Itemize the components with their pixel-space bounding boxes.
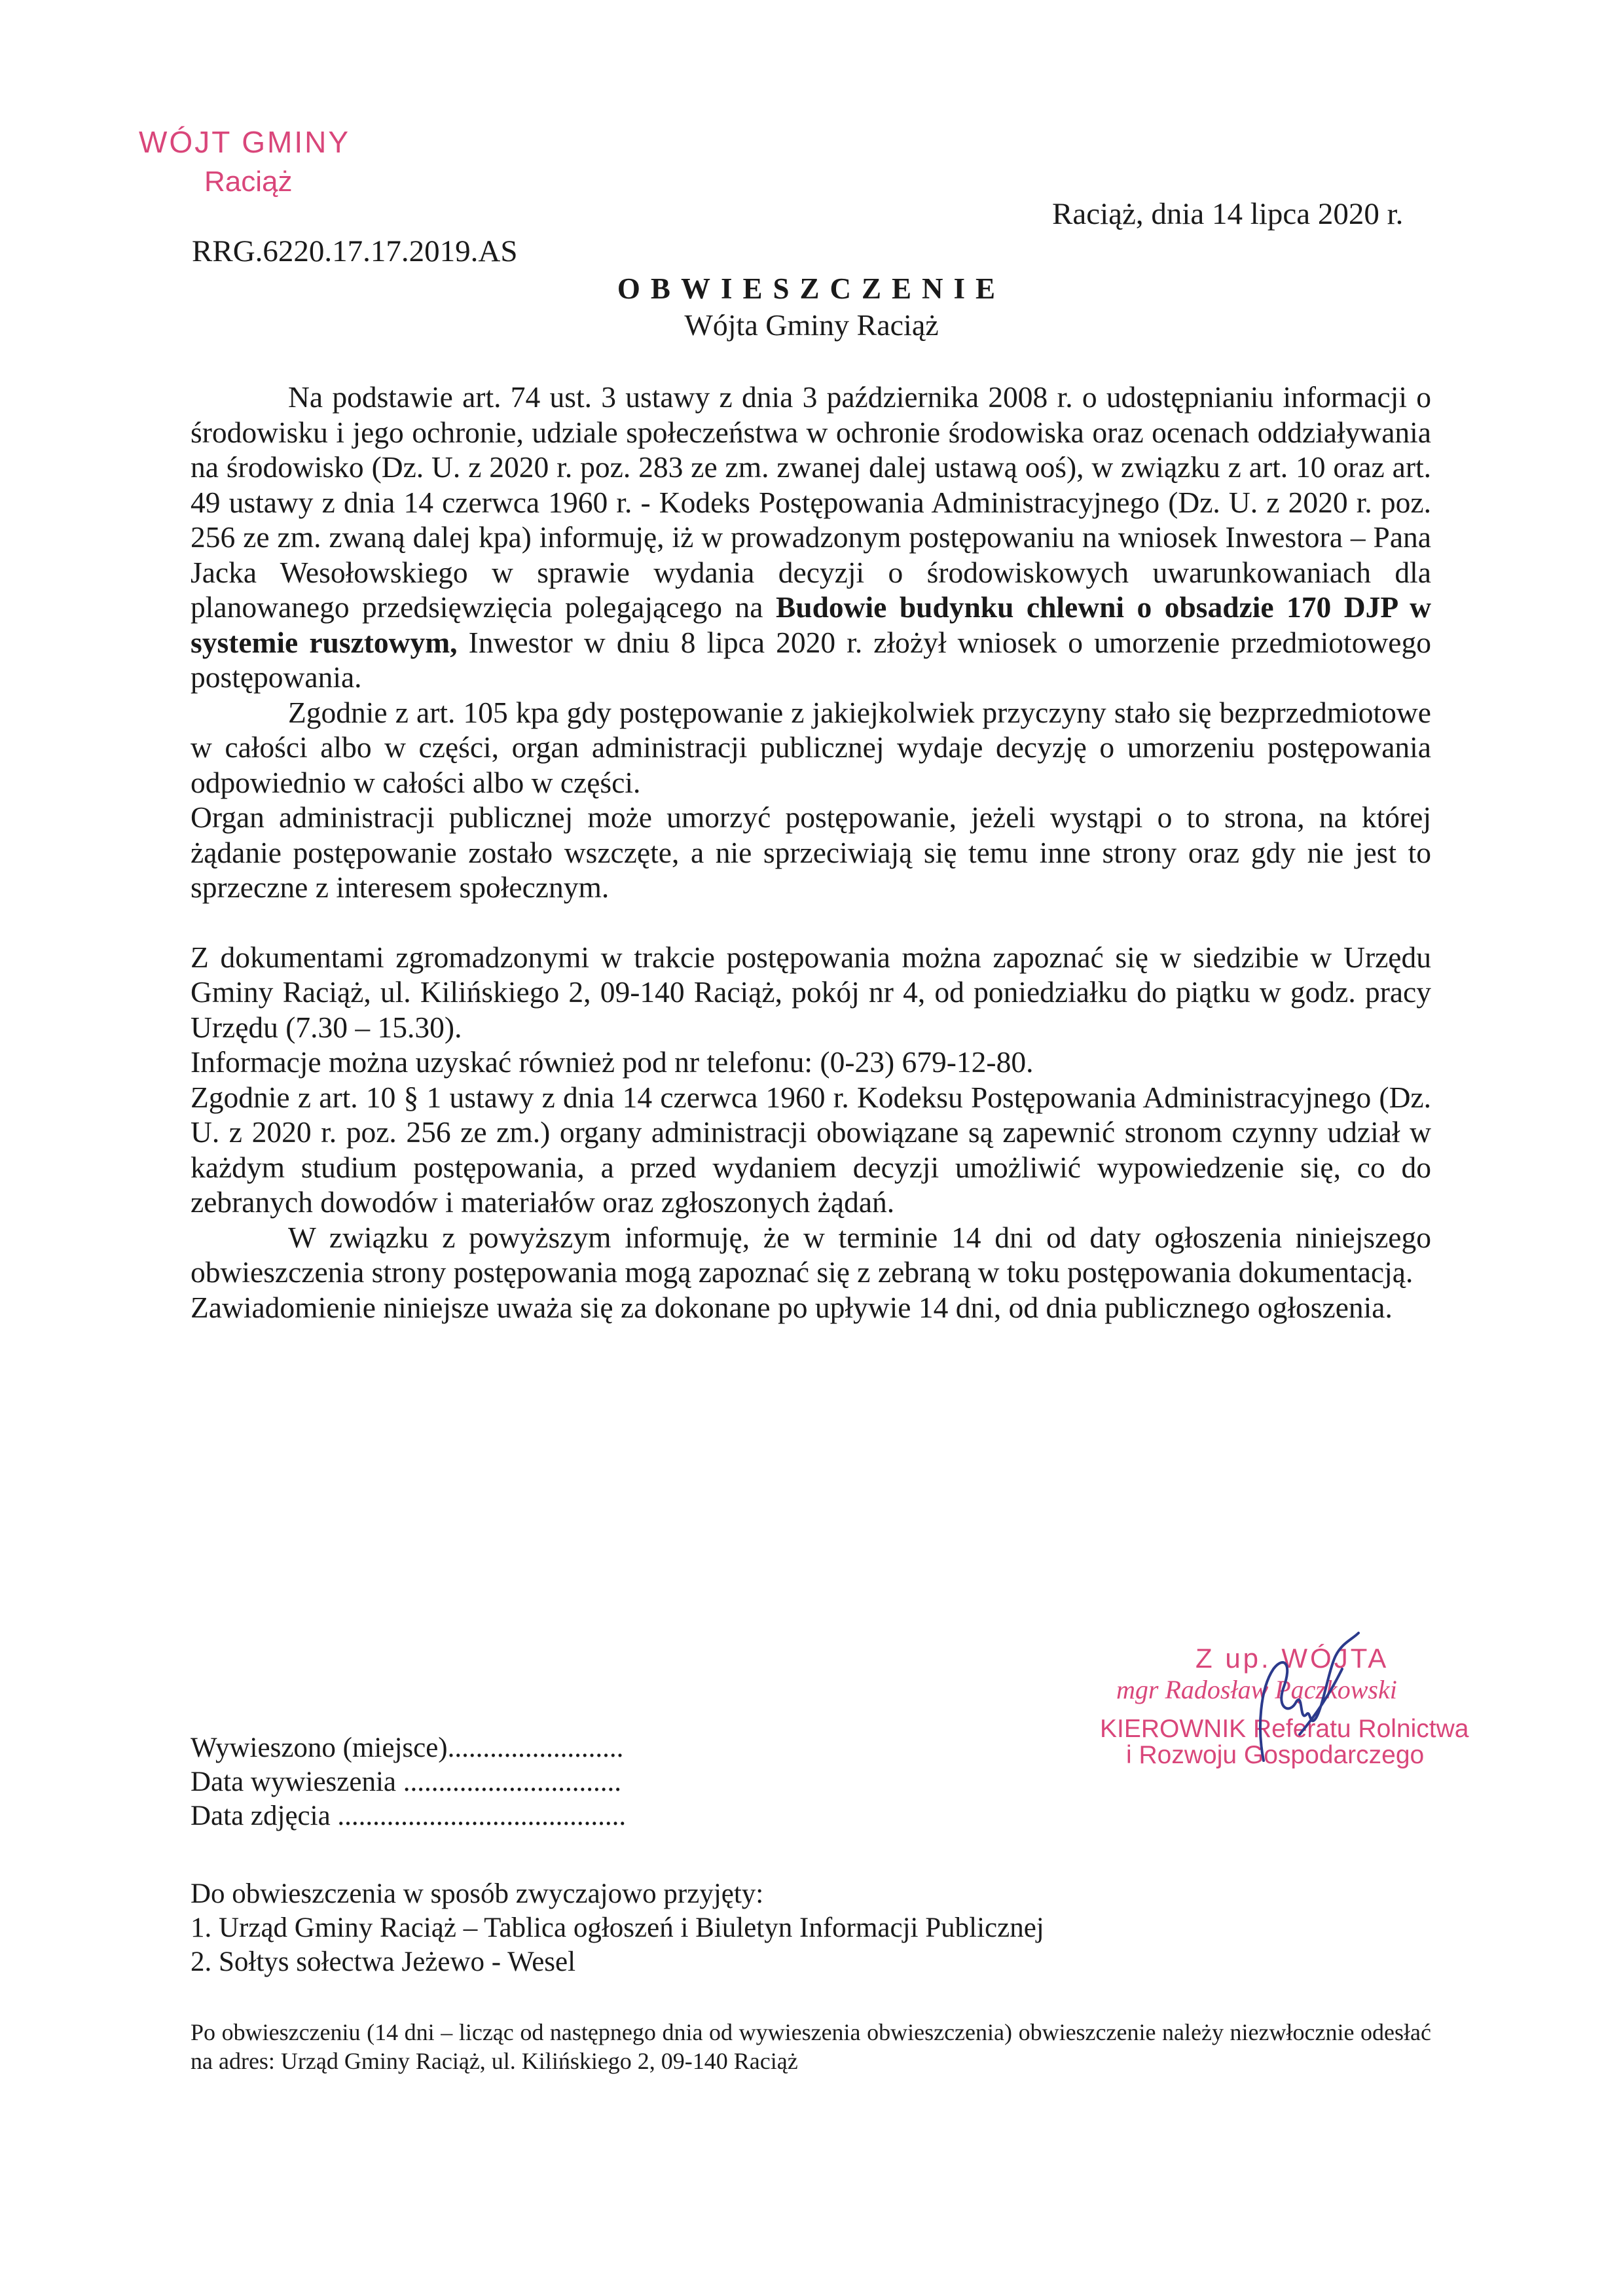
paragraph-14-days: W związku z powyższym informuję, że w terminie 14 dni od daty ogłoszenia niniejszego obwieszczenia strony postępowania mogą zapoznać się z zebraną w toku postępowania dokumentacją. — [191, 1220, 1431, 1289]
spacer — [191, 905, 1431, 940]
stamp-department: i Rozwoju Gospodarczego — [1126, 1741, 1425, 1769]
document-subtitle: Wójta Gminy Raciąż — [684, 308, 939, 342]
office-stamp-title: WÓJT GMINY — [139, 125, 351, 159]
office-stamp-town: Raciąż — [204, 166, 293, 198]
distribution-item: 1. Urząd Gminy Raciąż – Tablica ogłoszeń i Biuletyn Informacji Publicznej — [191, 1912, 1044, 1943]
paragraph-text: Inwestor w dniu 8 lipca 2020 r. złożył wniosek o umorzenie przedmiotowego postępowania. — [191, 625, 1431, 694]
distribution-item: 2. Sołtys sołectwa Jeżewo - Wesel — [191, 1946, 576, 1977]
signature-stamp — [1100, 1636, 1493, 1780]
project-name-bold: Budowie budynku chlewni o obsadzie 170 DJP w systemie rusztowym, — [191, 590, 1431, 659]
document-title: OBWIESZCZENIE — [617, 272, 1006, 305]
return-instructions: Po obwieszczeniu (14 dni – licząc od następnego dnia od wywieszenia obwieszczenia) obwieszczenie należy niezwłocznie odesłać na adres: Urząd Gminy Raciąż, ul. Kilińskiego 2, 09-140 Raciąż — [191, 2019, 1431, 2074]
document-body — [191, 380, 1431, 1325]
stamp-position: KIEROWNIK Referatu Rolnictwa — [1100, 1715, 1469, 1743]
handwritten-signature-icon — [1237, 1630, 1368, 1780]
paragraph-text: Na podstawie art. 74 ust. 3 ustawy z dnia 3 października 2008 r. o udostępnianiu informacji o środowisku i jego ochronie, udziale społeczeństwa w ochronie środowiska oraz ocenach oddziaływania na środowisko (Dz. U. z 2020 r. poz. 283 ze zm. zwanej dalej ustawą ooś), w związku z art. 10 oraz art. 49 ustawy z dnia 14 czerwca 1960 r. - Kodeks Postępowania Administracyjnego (Dz. U. z 2020 r. poz. 256 ze zm. zwaną dalej kpa) informuję, iż w prowadzonym postępowaniu na wniosek Inwestora – Pana Jacka Wesołowskiego w sprawie wydania decyzji o środowiskowych uwarunkowaniach dla planowanego przedsięwzięcia polegającego na — [191, 380, 1431, 624]
posted-date-field: Data wywieszenia ............................... — [191, 1767, 621, 1797]
reference-number: RRG.6220.17.17.2019.AS — [192, 234, 518, 268]
distribution-list — [191, 1877, 1044, 1979]
posting-record — [191, 1731, 626, 1833]
paragraph-discontinuation: Organ administracji publicznej może umorzyć postępowanie, jeżeli wystąpi o to strona, na której żądanie postępowanie zostało wszczęte, a nie sprzeciwiają się temu inne strony oraz gdy nie jest to sprzeczne z interesem społecznym. — [191, 800, 1431, 904]
paragraph-art-105: Zgodnie z art. 105 kpa gdy postępowanie z jakiejkolwiek przyczyny stało się bezprzedmiotowe w całości albo w części, organ administracji publicznej wydaje decyzję o umorzeniu postępowania odpowiednio w całości albo w części. — [191, 695, 1431, 799]
paragraph-legal-basis — [191, 380, 1431, 695]
paragraph-art-10: Zgodnie z art. 10 § 1 ustawy z dnia 14 czerwca 1960 r. Kodeksu Postępowania Administracyjnego (Dz. U. z 2020 r. poz. 256 ze zm.) organy administracji obowiązane są zapewnić stronom czynny udział w każdym studium postępowania, a przed wydaniem decyzji umożliwić wypowiedzenie się, co do zebranych dowodów i materiałów oraz zgłoszonych żądań. — [191, 1080, 1431, 1219]
paragraph-notification: Zawiadomienie niniejsze uważa się za dokonane po upływie 14 dni, od dnia publicznego ogłoszenia. — [191, 1290, 1393, 1324]
posted-place-field: Wywieszono (miejsce)......................... — [191, 1732, 624, 1763]
paragraph-documents-access: Z dokumentami zgromadzonymi w trakcie postępowania można zapoznać się w siedzibie w Urzędu Gminy Raciąż, ul. Kilińskiego 2, 09-140 Raciąż, pokój nr 4, od poniedziałku do piątku w godz. pracy Urzędu (7.30 – 15.30). — [191, 940, 1431, 1044]
stamp-on-behalf: Z up. WÓJTA — [1195, 1643, 1389, 1674]
place-and-date: Raciąż, dnia 14 lipca 2020 r. — [1052, 197, 1404, 231]
distribution-heading: Do obwieszczenia w sposób zwyczajowo przyjęty: — [191, 1878, 764, 1909]
stamp-signatory-name: mgr Radosław Pączkowski — [1116, 1675, 1397, 1704]
paragraph-phone-info: Informacje można uzyskać również pod nr telefonu: (0-23) 679-12-80. — [191, 1045, 1034, 1079]
removed-date-field: Data zdjęcia ......................................... — [191, 1801, 627, 1831]
